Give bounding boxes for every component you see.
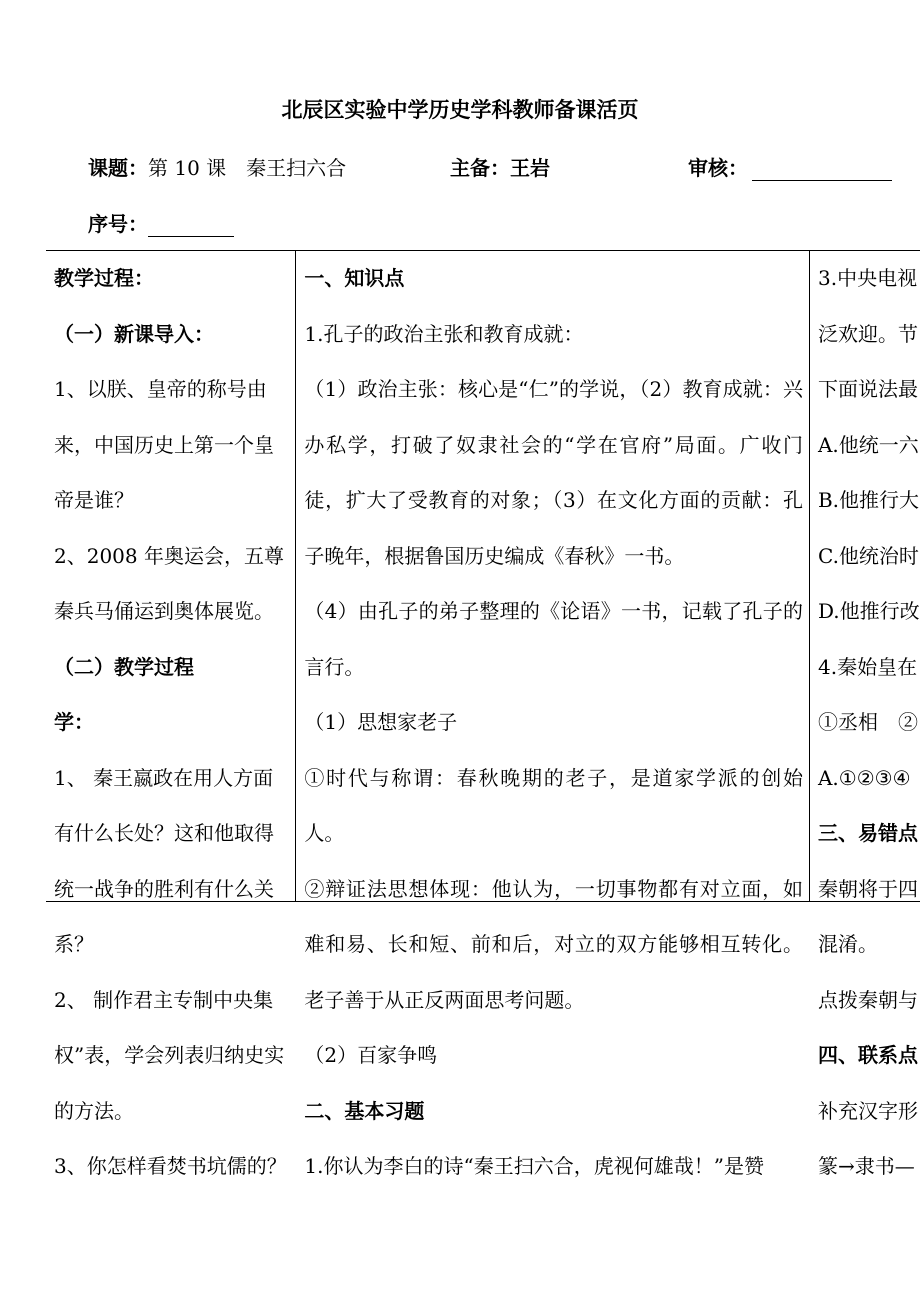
reviewer-field	[688, 152, 892, 181]
practice-option: A.他统一六	[817, 432, 919, 457]
knowledge-paragraph: （1）政治主张：核心是“仁”的学说，（2）教育成就：兴办私学，打破了奴隶社会的“学在官府”局面。广收门徒，扩大了受教育的对象；（3）在文化方面的贡献：孔子晚年，根据鲁国历史编成《春秋》一书。	[304, 377, 803, 568]
knowledge-paragraph: ②辩证法思想体现：他认为，一切事物都有对立面，如难和易、长和短、前和后，对立的双方能够相互转化。老子善于从正反两面思考问题。	[304, 876, 803, 1012]
author-field	[450, 152, 550, 181]
knowledge-paragraph: （4）由孔子的弟子整理的《论语》一书，记载了孔子的言行。	[304, 599, 803, 679]
topic-value: 第 10 课 秦王扫六合	[148, 156, 347, 180]
section-intro-heading: （一）新课导入：	[54, 321, 214, 346]
intro-question-1: 1、以朕、皇帝的称号由来，中国历史上第一个皇帝是谁？	[54, 377, 274, 512]
reviewer-label: 审核：	[688, 156, 748, 180]
study-item-3: 3、你怎样看焚书坑儒的？	[54, 1154, 287, 1178]
lesson-plan-table	[46, 250, 920, 1178]
error-prone-heading: 三、易错点	[817, 821, 918, 845]
practice-column	[809, 251, 920, 1178]
practice-line: 4.秦始皇在	[817, 654, 918, 679]
practice-line: 秦朝将于四	[817, 876, 918, 901]
topic-field	[88, 152, 346, 181]
connection-heading: 四、联系点	[817, 1043, 918, 1067]
teaching-process-heading: 教学过程：	[54, 266, 154, 290]
exercise-heading: 二、基本习题	[304, 1098, 425, 1123]
knowledge-paragraph: 1.孔子的政治主张和教育成就：	[304, 321, 584, 346]
topic-label: 课题：	[88, 156, 148, 180]
study-label: 学：	[54, 710, 94, 734]
practice-option: D.他推行改	[817, 599, 920, 623]
intro-question-2: 2、2008 年奥运会，五尊秦兵马俑运到奥体展览。	[54, 543, 284, 623]
author-value: 王岩	[510, 156, 550, 180]
knowledge-heading: 一、知识点	[304, 266, 405, 290]
practice-line: ①丞相 ②	[817, 710, 918, 734]
study-item-2: 2、 制作君主专制中央集权”表，学会列表归纳史实的方法。	[54, 987, 285, 1123]
knowledge-column	[296, 251, 810, 1178]
author-label: 主备：	[450, 156, 510, 180]
section-process-heading: （二）教学过程	[54, 654, 194, 679]
reviewer-blank[interactable]	[752, 158, 892, 181]
knowledge-paragraph: （1）思想家老子	[304, 710, 458, 734]
page-title: 北辰区实验中学历史学科教师备课活页	[281, 97, 639, 122]
practice-option: A.①②③④	[817, 765, 911, 790]
practice-line: 篆→隶书—	[817, 1154, 915, 1178]
practice-line: 混淆。	[817, 932, 878, 956]
study-item-1: 1、 秦王嬴政在用人方面有什么长处？这和他取得统一战争的胜利有什么关系？	[54, 765, 274, 956]
practice-line: 泛欢迎。节	[817, 321, 918, 346]
practice-option: B.他推行大	[817, 488, 920, 512]
teaching-process-column	[46, 251, 296, 1178]
knowledge-paragraph: （2）百家争鸣	[304, 1043, 438, 1067]
practice-line: 3.中央电视	[817, 266, 918, 290]
number-label: 序号：	[88, 212, 148, 236]
number-blank[interactable]	[148, 214, 234, 237]
practice-line: 点拨秦朝与	[817, 987, 918, 1012]
exercise-question: 1.你认为李白的诗“秦王扫六合，虎视何雄哉！”是赞	[304, 1154, 764, 1178]
knowledge-paragraph: ①时代与称谓：春秋晚期的老子，是道家学派的创始人。	[304, 765, 803, 845]
practice-line: 补充汉字形	[817, 1098, 918, 1123]
practice-option: C.他统治时	[817, 543, 919, 568]
practice-line: 下面说法最	[817, 377, 918, 401]
number-field	[88, 208, 234, 237]
